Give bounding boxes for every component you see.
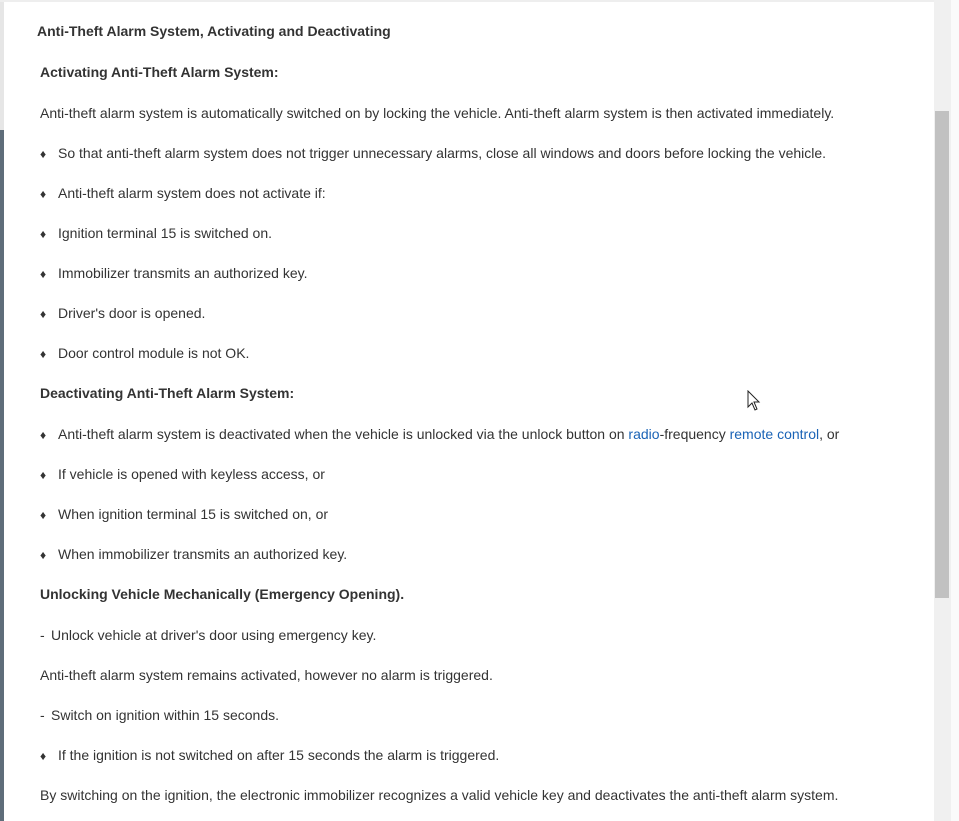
bullet-icon: ♦ [40,147,47,161]
list-item: ♦ When ignition terminal 15 is switched on, or [40,506,329,522]
list-item: ♦ If the ignition is not switched on after 15 seconds the alarm is triggered. [40,747,500,763]
bullet-icon: ♦ [40,187,47,201]
list-item: ♦ Immobilizer transmits an authorized key. [40,265,308,281]
list-item: ♦ If vehicle is opened with keyless access, or [40,466,325,482]
remote-control-link[interactable]: remote control [729,426,820,442]
dash-glyph: - [40,707,45,723]
window-right-edge [951,0,959,821]
paragraph: By switching on the ignition, the electronic immobilizer recognizes a valid vehicle key and deactivates the anti-theft alarm system. [40,787,839,803]
paragraph: Anti-theft alarm system is automatically switched on by locking the vehicle. Anti-theft alarm system is then activated immediately. [40,105,835,121]
section-heading-deactivating: Deactivating Anti-Theft Alarm System: [40,385,295,401]
bullet-icon: ♦ [40,347,47,361]
bullet-icon: ♦ [40,508,47,522]
section-heading-activating: Activating Anti-Theft Alarm System: [40,64,279,80]
list-item: ♦ So that anti-theft alarm system does not trigger unnecessary alarms, close all windows and doors before locking the vehicle. [40,145,827,161]
list-item: ♦ Anti-theft alarm system does not activate if: [40,185,326,201]
bullet-icon: ♦ [40,307,47,321]
bullet-icon: ♦ [40,548,47,562]
bullet-icon: ♦ [40,267,47,281]
list-item: ♦ Driver's door is opened. [40,305,206,321]
list-item: ♦ When immobilizer transmits an authorized key. [40,546,348,562]
radio-link[interactable]: radio [628,426,660,442]
step-item: - Switch on ignition within 15 seconds. [40,707,280,723]
list-item: ♦ Door control module is not OK. [40,345,250,361]
scrollbar-thumb[interactable] [935,111,949,598]
bullet-icon: ♦ [40,749,47,763]
bullet-icon: ♦ [40,468,47,482]
list-item: ♦ Ignition terminal 15 is switched on. [40,225,272,241]
step-item: - Unlock vehicle at driver's door using emergency key. [40,627,377,643]
page-title: Anti-Theft Alarm System, Activating and Deactivating [37,23,391,39]
section-heading-unlocking: Unlocking Vehicle Mechanically (Emergency Opening). [40,586,405,602]
mouse-cursor-icon [747,390,761,412]
list-item: ♦ Anti-theft alarm system is deactivated when the vehicle is unlocked via the unlock button on radio-frequency remote control, or [40,426,840,442]
paragraph: Anti-theft alarm system remains activated, however no alarm is triggered. [40,667,493,683]
bullet-icon: ♦ [40,227,47,241]
bullet-icon: ♦ [40,428,47,442]
dash-glyph: - [40,627,45,643]
